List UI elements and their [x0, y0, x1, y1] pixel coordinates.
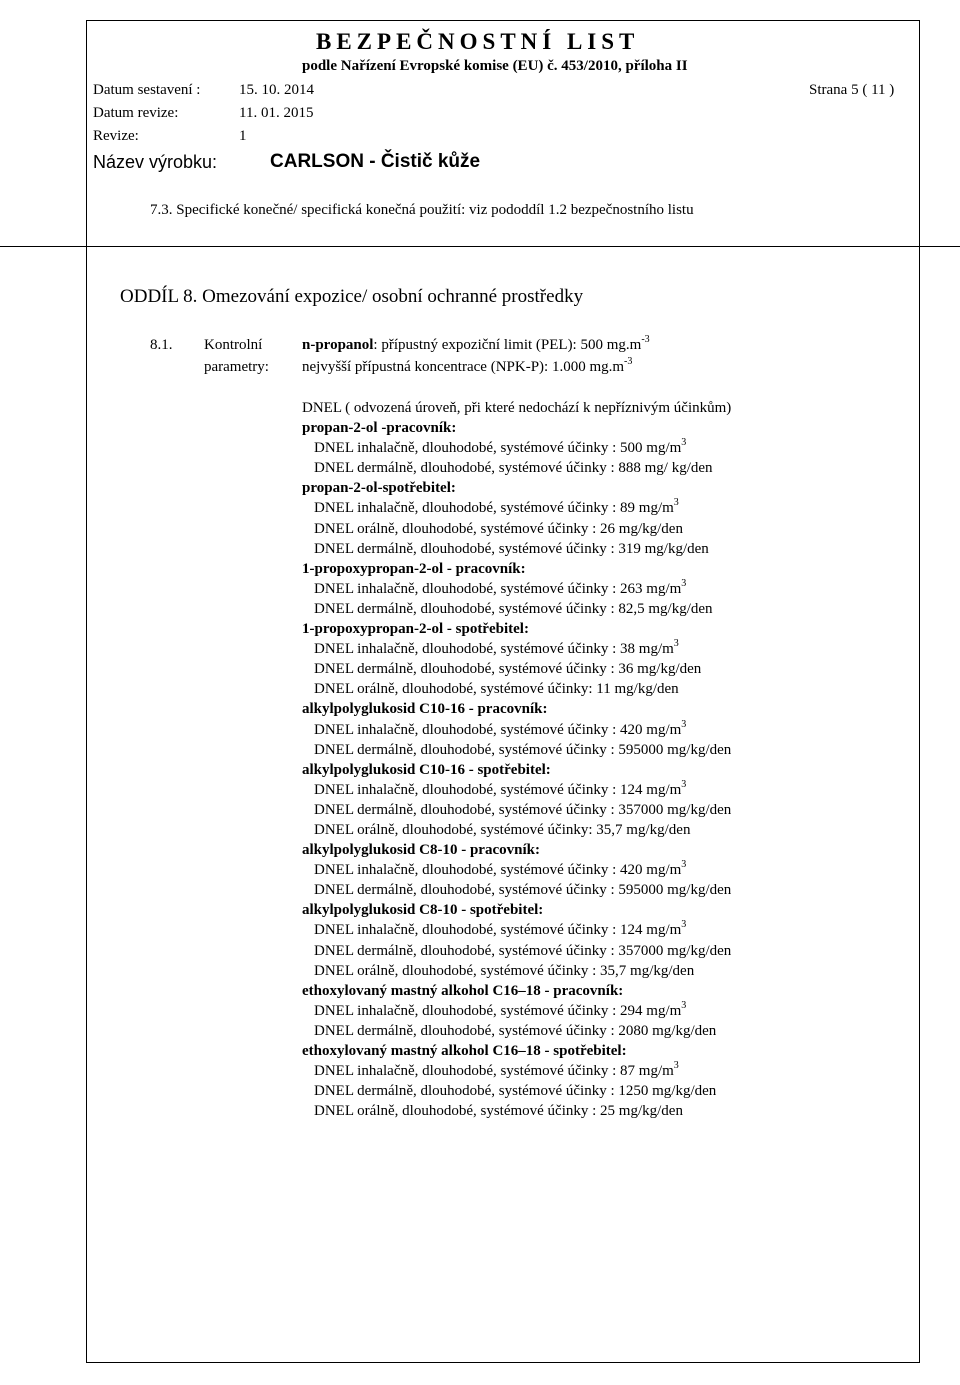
- pel-substance: n-propanol: [302, 337, 374, 353]
- dnel-unit-exponent: 3: [681, 437, 687, 449]
- pel-exponent: -3: [641, 334, 650, 345]
- dnel-value-row: DNEL dermálně, dlouhodobé, systémové účinky : 888 mg/ kg/den: [314, 460, 713, 477]
- dnel-group-heading: alkylpolyglukosid C10-16 - spotřebitel:: [302, 761, 551, 778]
- dnel-unit-exponent: 3: [681, 859, 687, 871]
- dnel-value-row: DNEL orálně, dlouhodobé, systémové účinky : 35,7 mg/kg/den: [314, 962, 695, 979]
- dnel-value-row: DNEL dermálně, dlouhodobé, systémové účinky : 2080 mg/kg/den: [314, 1022, 717, 1039]
- product-label: Název výrobku:: [93, 152, 218, 172]
- section-8-title: ODDÍL 8. Omezování expozice/ osobní ochranné prostředky: [120, 286, 584, 307]
- subsection-8-1-number: 8.1.: [150, 337, 173, 353]
- page-number: Strana 5 ( 11 ): [809, 82, 895, 98]
- revize-value: 1: [239, 128, 247, 144]
- product-name: CARLSON - Čistič kůže: [270, 151, 481, 172]
- dnel-value-row: DNEL orálně, dlouhodobé, systémové účinky : 26 mg/kg/den: [314, 520, 683, 537]
- subsection-8-1-label-line1: Kontrolní: [204, 337, 263, 353]
- dnel-value-row: DNEL dermálně, dlouhodobé, systémové účinky : 357000 mg/kg/den: [314, 801, 732, 818]
- dnel-value-row: DNEL dermálně, dlouhodobé, systémové účinky : 82,5 mg/kg/den: [314, 600, 713, 617]
- dnel-value-row: DNEL orálně, dlouhodobé, systémové účinky : 25 mg/kg/den: [314, 1103, 683, 1120]
- dnel-group-heading: ethoxylovaný mastný alkohol C16–18 - spotřebitel:: [302, 1043, 627, 1059]
- document-title: BEZPEČNOSTNÍ LIST: [316, 29, 640, 54]
- dnel-intro: DNEL ( odvozená úroveň, při které nedochází k nepříznivým účinkům): [302, 400, 732, 416]
- dnel-group-heading: ethoxylovaný mastný alkohol C16–18 - pracovník:: [302, 982, 624, 999]
- npk-text: nejvyšší přípustná koncentrace (NPK-P): 1.000 mg.m: [302, 359, 625, 375]
- pel-text: : přípustný expoziční limit (PEL): 500 mg.m: [373, 337, 642, 353]
- dnel-unit-exponent: 3: [681, 999, 687, 1011]
- npk-exponent: -3: [624, 356, 633, 367]
- dnel-value-row: DNEL inhalačně, dlouhodobé, systémové účinky : 420 $mg/m^3$: [314, 718, 687, 738]
- dnel-value-row: DNEL inhalačně, dlouhodobé, systémové účinky : 87 $mg/m^3$: [314, 1060, 679, 1080]
- document-subtitle: podle Nařízení Evropské komise (EU) č. 453/2010, příloha II: [302, 58, 688, 74]
- dnel-group-heading: propan-2-ol -pracovník:: [302, 420, 457, 437]
- datum-sestaveni-row: [93, 82, 314, 99]
- dnel-group-heading: alkylpolyglukosid C8-10 - spotřebitel:: [302, 902, 544, 919]
- dnel-value-row: DNEL dermálně, dlouhodobé, systémové účinky : 36 mg/kg/den: [314, 661, 702, 678]
- dnel-groups: [302, 418, 731, 1121]
- dnel-value-row: DNEL inhalačně, dlouhodobé, systémové účinky : 500 $mg/m^3$: [314, 437, 687, 457]
- datum-sestaveni-value: 15. 10. 2014: [239, 82, 314, 98]
- dnel-value-row: DNEL dermálně, dlouhodobé, systémové účinky : 319 mg/kg/den: [314, 540, 709, 557]
- datum-revize-value: 11. 01. 2015: [239, 105, 314, 121]
- datum-revize-row: [93, 105, 314, 122]
- header-divider: [0, 246, 960, 247]
- dnel-value-row: DNEL orálně, dlouhodobé, systémové účinky: 11 mg/kg/den: [314, 681, 679, 698]
- dnel-value-row: DNEL inhalačně, dlouhodobé, systémové účinky : 89 $mg/m^3$: [314, 497, 679, 517]
- dnel-group-heading: alkylpolyglukosid C8-10 - pracovník:: [302, 842, 540, 859]
- dnel-unit-exponent: 3: [681, 919, 687, 931]
- datum-revize-label: Datum revize:: [93, 105, 179, 121]
- dnel-value-row: DNEL orálně, dlouhodobé, systémové účinky: 35,7 mg/kg/den: [314, 821, 691, 838]
- dnel-value-row: DNEL inhalačně, dlouhodobé, systémové účinky : 124 $mg/m^3$: [314, 778, 687, 798]
- dnel-value-row: DNEL dermálně, dlouhodobé, systémové účinky : 595000 mg/kg/den: [314, 882, 732, 899]
- revize-label: Revize:: [93, 128, 139, 144]
- dnel-group-heading: alkylpolyglukosid C10-16 - pracovník:: [302, 701, 548, 718]
- dnel-value-row: DNEL dermálně, dlouhodobé, systémové účinky : 595000 mg/kg/den: [314, 741, 732, 758]
- dnel-group-heading: 1-propoxypropan-2-ol - pracovník:: [302, 560, 526, 577]
- dnel-group-heading: propan-2-ol-spotřebitel:: [302, 480, 456, 497]
- revize-row: [93, 128, 247, 145]
- subsection-8-1-label-line2: parametry:: [204, 359, 269, 375]
- dnel-unit-exponent: 3: [673, 1060, 679, 1072]
- dnel-list: [302, 398, 731, 1121]
- dnel-unit-exponent: 3: [673, 638, 679, 650]
- datum-sestaveni-label: Datum sestavení :: [93, 82, 201, 98]
- dnel-value-row: DNEL inhalačně, dlouhodobé, systémové účinky : 420 $mg/m^3$: [314, 859, 687, 879]
- dnel-unit-exponent: 3: [681, 718, 687, 730]
- dnel-value-row: DNEL inhalačně, dlouhodobé, systémové účinky : 38 $mg/m^3$: [314, 638, 679, 658]
- dnel-value-row: DNEL dermálně, dlouhodobé, systémové účinky : 357000 mg/kg/den: [314, 942, 732, 959]
- pel-line: [302, 334, 650, 354]
- subsection-7-3: 7.3. Specifické konečné/ specifická konečná použití: viz pododdíl 1.2 bezpečnostního listu: [150, 202, 694, 218]
- dnel-unit-exponent: 3: [681, 778, 687, 790]
- dnel-value-row: DNEL dermálně, dlouhodobé, systémové účinky : 1250 mg/kg/den: [314, 1083, 717, 1100]
- dnel-value-row: DNEL inhalačně, dlouhodobé, systémové účinky : 124 $mg/m^3$: [314, 919, 687, 939]
- dnel-unit-exponent: 3: [673, 497, 679, 509]
- dnel-unit-exponent: 3: [681, 577, 687, 589]
- npk-line: [302, 356, 633, 376]
- dnel-group-heading: 1-propoxypropan-2-ol - spotřebitel:: [302, 621, 529, 638]
- dnel-value-row: DNEL inhalačně, dlouhodobé, systémové účinky : 263 $mg/m^3$: [314, 577, 687, 597]
- dnel-value-row: DNEL inhalačně, dlouhodobé, systémové účinky : 294 $mg/m^3$: [314, 999, 687, 1019]
